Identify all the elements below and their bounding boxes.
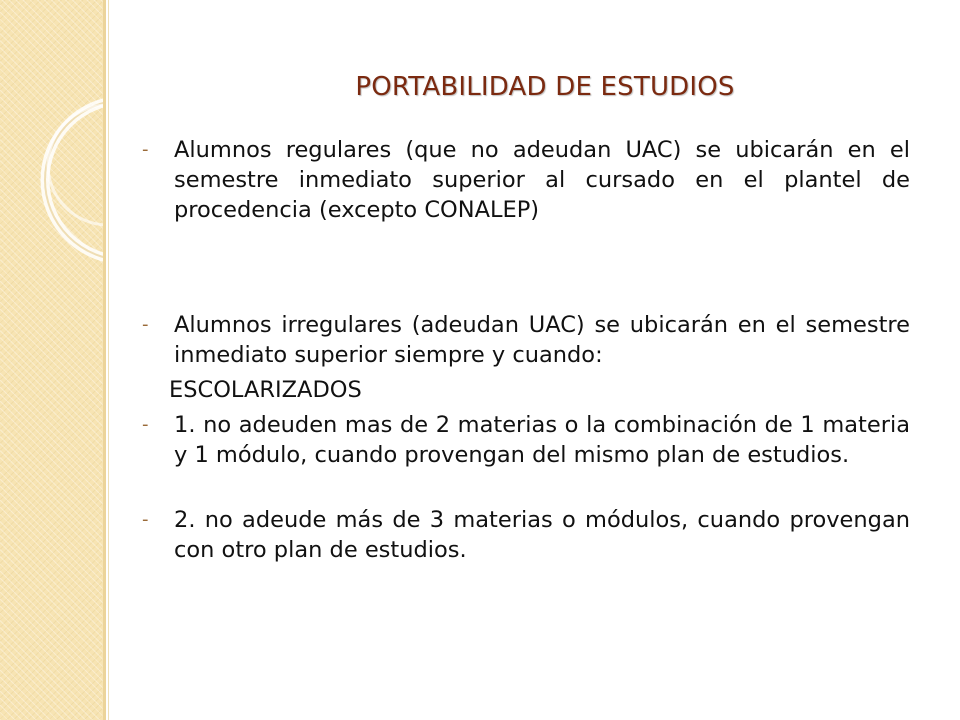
bullet-text: 2. no adeude más de 3 materias o módulos, cuando provengan con otro plan de estudios. (174, 507, 910, 563)
slide-content (142, 135, 910, 565)
subheading-escolarizados: ESCOLARIZADOS (169, 377, 362, 403)
bullet-dash: - (142, 414, 149, 435)
bullet-text: Alumnos regulares (que no adeudan UAC) se ubicarán en el semestre inmediato superior al cursado en el plantel de procedencia (excepto CONALEP) (174, 137, 910, 223)
slide-title: PORTABILIDAD DE ESTUDIOS (355, 72, 735, 102)
bullet-text: Alumnos irregulares (adeudan UAC) se ubicarán en el semestre inmediato superior siempre y cuando: (174, 312, 910, 368)
side-band-edge (103, 0, 106, 720)
bullet-item-irregular-students (142, 310, 910, 370)
side-band-divider (108, 0, 109, 720)
bullet-dash: - (142, 139, 149, 160)
bullet-dash: - (142, 509, 149, 530)
decorative-side-band (0, 0, 106, 720)
bullet-item-condition-2 (142, 505, 910, 565)
bullet-dash: - (142, 314, 149, 335)
decorative-ring-icon (0, 0, 106, 330)
bullet-item-regular-students (142, 135, 910, 225)
bullet-text: 1. no adeuden mas de 2 materias o la combinación de 1 materia y 1 módulo, cuando provengan del mismo plan de estudios. (174, 412, 910, 468)
bullet-item-condition-1 (142, 410, 910, 470)
